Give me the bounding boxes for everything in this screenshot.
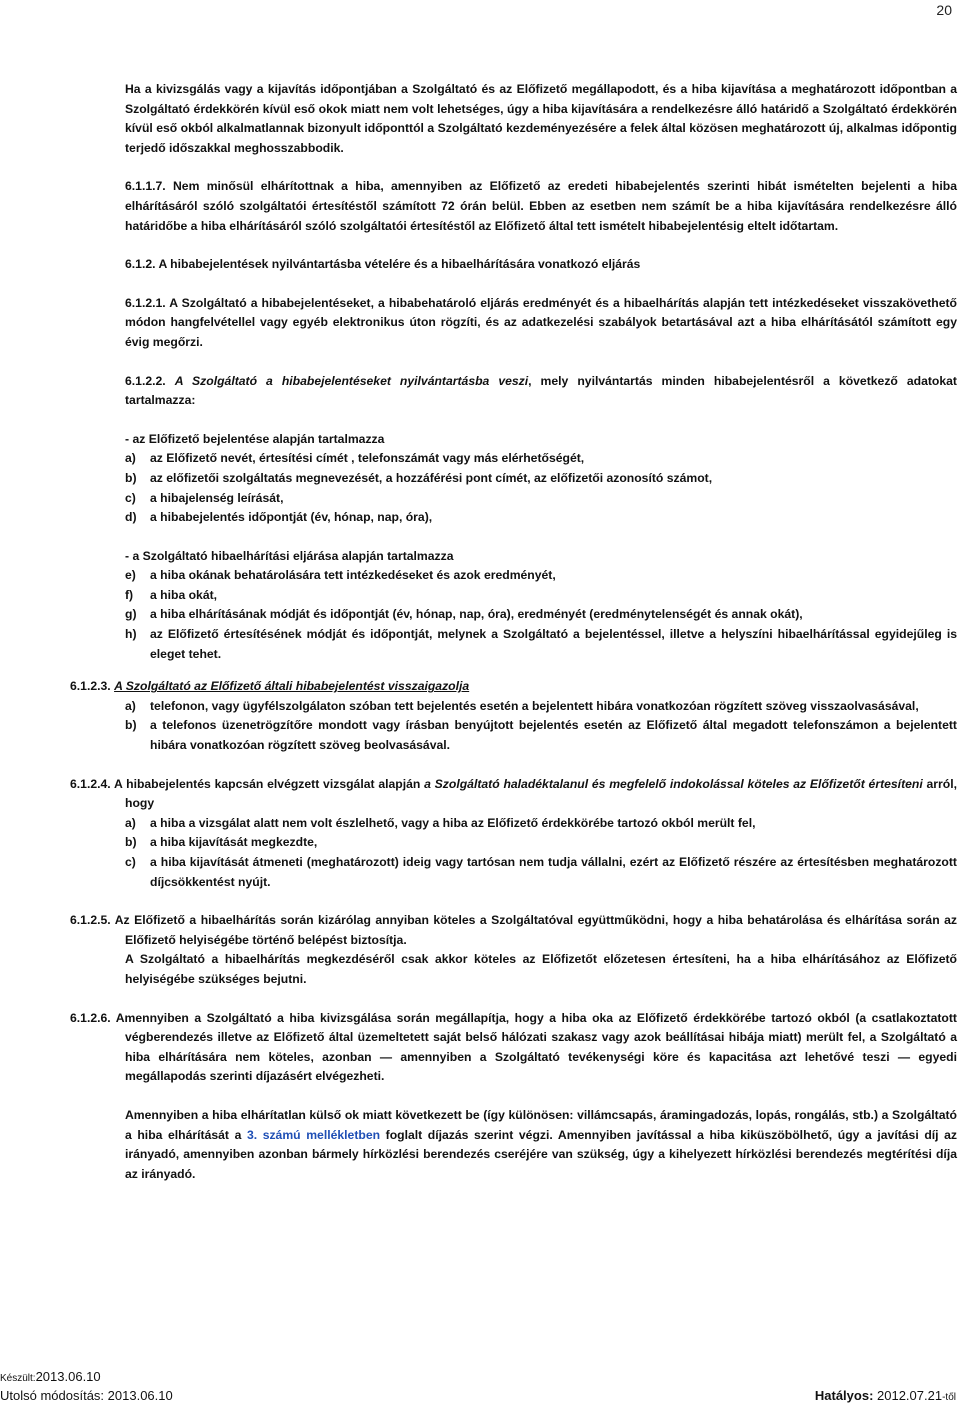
list-item-text: a telefonos üzenetrögzítőre mondott vagy írásban benyújtott bejelentés esetén az Előfizető által megadott telefonszámon a bejelentett hibára vonatkozóan rögzített szöveg beolvasásával. — [150, 718, 957, 753]
section-emphasis: A Szolgáltató az Előfizető általi hibabejelentést visszaigazolja — [114, 679, 470, 694]
section-emphasis: A Szolgáltató a hibabejelentéseket nyilvántartásba veszi — [174, 373, 529, 388]
list-item-text: az Előfizető értesítésének módját és időpontját, melynek a Szolgáltató a bejelentéssel, illetve a helyszíni hibaelhárítással egyidejűleg is eleget tehet. — [150, 627, 957, 661]
list-item-text: a hiba a vizsgálat alatt nem volt észlelhető, vagy a hiba az Előfizető érdekkörébe tartozó okból merült fel, — [150, 815, 756, 830]
list-item — [125, 625, 957, 664]
list-item-text: a hiba elhárításának módját és időpontját (év, hónap, nap, óra), eredményét (eredménytelenségét és annak okát), — [150, 607, 803, 622]
list-marker: g) — [125, 607, 137, 622]
closing-paragraph — [125, 1106, 957, 1184]
closing-text: Amennyiben a hiba elhárítatlan külső ok miatt következett be (így különösen: villámcsapás, áramingadozás, lopás, rongálás, stb.) a Szolgáltató a hiba elhárítását a — [125, 1107, 957, 1142]
section-number: 6.1.2.5. — [70, 913, 111, 928]
list-marker: b) — [125, 718, 137, 733]
section-6126 — [70, 1009, 957, 1087]
footer-effective — [815, 1388, 956, 1403]
effective-date: 2012.07.21 — [877, 1388, 943, 1403]
list-item-text: a hiba okát, — [150, 587, 218, 602]
annex-link[interactable]: 3. számú mellékletben — [246, 1127, 381, 1142]
section-number: 6.1.2.4. — [70, 776, 111, 791]
footer-modified — [0, 1388, 173, 1403]
list-group-2 — [125, 566, 957, 664]
list-item — [125, 469, 957, 489]
intro-paragraph: Ha a kivizsgálás vagy a kijavítás időpontjában a Szolgáltató és az Előfizető megállapodott, és a hiba kijavítása a meghatározott időpontban a Szolgáltató érdekkörén kívül eső okok miatt nem volt lehetséges, úgy a hiba kijavítására a rendelkezésre álló határidő a Szolgáltató érdekkörén kívül eső okból alkalmatlannak bizonyult időponttól a Szolgáltató kezdeményezésére a felek által közösen meghatározott új, alkalmas időpontig terjedő időszakkal meghosszabbodik. — [125, 82, 957, 155]
section-6125 — [70, 911, 957, 950]
list-marker: a) — [125, 451, 136, 466]
section-number: 6.1.2.2. — [125, 373, 166, 388]
list-item — [125, 489, 957, 509]
list-marker: b) — [125, 835, 137, 850]
section-6124-list — [125, 814, 957, 892]
section-6122 — [125, 372, 957, 411]
list-group-1 — [125, 449, 957, 527]
list-item — [125, 697, 957, 717]
section-text: , mely nyilvántartás minden hibabejelentésről a következő adatokat tartalmazza: — [125, 373, 957, 408]
section-6125-continued: A Szolgáltató a hibaelhárítás megkezdéséről csak akkor köteles az Előfizetőt előzetesen értesíteni, ha a hiba elhárításához az Előfizető helyiségébe szükséges bejutni. — [125, 952, 957, 986]
list-item-text: az előfizetői szolgáltatás megnevezését, a hozzáférési pont címét, az előfizetői azonosító számot, — [150, 470, 713, 485]
section-text: Az Előfizető a hibaelhárítás során kizárólag annyiban köteles a Szolgáltatóval együttműködni, hogy a hiba behatárolása és elhárítása során az Előfizető helyiségébe történő belépést biztosítja. — [114, 913, 958, 947]
list-group-title: - az Előfizető bejelentése alapján tartalmazza — [125, 431, 385, 446]
footer-created — [0, 1369, 101, 1384]
section-6124 — [70, 775, 957, 814]
section-6121 — [125, 294, 957, 353]
list-item — [125, 605, 957, 625]
list-marker: h) — [125, 627, 137, 642]
page-number: 20 — [936, 2, 952, 18]
list-item — [125, 586, 957, 606]
section-number: 6.1.2.1. — [125, 295, 166, 310]
list-group-title: - a Szolgáltató hibaelhárítási eljárása alapján tartalmazza — [125, 548, 454, 563]
document-body — [70, 80, 958, 1184]
list-item-text: a hiba kijavítását átmeneti (meghatározott) ideig vagy tartósan nem tudja vállalni, ezért az Előfizető részére az értesítésben meghatározott díjcsökkentést nyújt. — [150, 855, 957, 889]
list-marker: e) — [125, 568, 136, 583]
list-item — [125, 566, 957, 586]
list-item-text: a hiba kijavítását megkezdte, — [150, 835, 318, 850]
closing-text: foglalt díjazás szerint végzi. Amennyiben javítással a hiba kiküszöbölhető, úgy a javítási díj az irányadó, amennyiben azonban bármely hírközlési berendezés cseréjére van szükség, úgy a kihelyezett hírközlési berendezés megtérítési díja az irányadó. — [125, 1127, 957, 1181]
list-item-text: a hibajelenség leírását, — [150, 490, 284, 505]
list-marker: b) — [125, 470, 137, 485]
section-text: Nem minősül elhárítottnak a hiba, amennyiben az Előfizető az eredeti hibabejelentés szerinti hibát ismételten bejelenti a hiba elhárításáról szóló szolgáltatói értesítéstől számított 72 órán belül. Ebben az esetben nem számít be a hiba kijavítására rendelkezésre álló határidőbe a hiba elhárításáról szóló szolgáltatói értesítéstől az Előfizető által tett ismételt hibabejelentésig eltelt időtartam. — [125, 179, 957, 233]
effective-suffix: -től — [942, 1392, 956, 1403]
list-marker: c) — [125, 855, 136, 869]
list-item — [125, 716, 957, 755]
section-number: 6.1.2.3. — [70, 679, 111, 694]
section-number: 6.1.1.7. — [125, 179, 166, 194]
effective-label: Hatályos: — [814, 1388, 878, 1403]
section-6123 — [70, 677, 957, 697]
list-item — [125, 853, 957, 892]
created-label: Készült: — [0, 1373, 36, 1384]
section-6117 — [125, 177, 957, 236]
section-text: A hibabejelentés kapcsán elvégzett vizsgálat alapján — [114, 776, 425, 791]
list-item — [125, 508, 957, 528]
list-marker: a) — [125, 698, 136, 713]
list-marker: d) — [125, 510, 137, 525]
list-marker: f) — [125, 587, 134, 602]
list-marker: c) — [125, 490, 136, 505]
section-6123-list — [125, 697, 957, 756]
list-item-text: a hiba okának behatárolására tett intézkedéseket és azok eredményét, — [150, 568, 556, 583]
section-text: Amennyiben a Szolgáltató a hiba kivizsgálása során megállapítja, hogy a hiba oka az Előfizető érdekkörébe tartozó okból (a csatlakoztatott végberendezés illetve az Előfizető által üzemeltetett saját belső hálózati szakasz vagy azok beállításai hibája miatt) merült fel, a Szolgáltató a hiba elhárítására nem köteles, azonban — amennyiben a Szolgáltató tevékenységi köre és kapacitása azt lehetővé teszi — egyedi megállapodás szerinti díjazásért elvégezheti. — [115, 1010, 957, 1084]
created-date: 2013.06.10 — [35, 1369, 101, 1384]
modified-label: Utolsó módosítás: — [0, 1388, 108, 1403]
modified-date: 2013.06.10 — [107, 1388, 173, 1403]
section-title: A hibabejelentések nyilvántartásba vételére és a hibaelhárítására vonatkozó eljárás — [158, 257, 641, 272]
list-item-text: az Előfizető nevét, értesítési címét , telefonszámát vagy más elérhetőségét, — [150, 451, 585, 466]
section-number: 6.1.2. — [125, 257, 156, 272]
section-612-heading — [125, 255, 957, 275]
section-emphasis: a Szolgáltató haladéktalanul és megfelelő indokolással köteles az Előfizetőt értesíteni — [424, 776, 923, 791]
list-item-text: telefonon, vagy ügyfélszolgálaton szóban tett bejelentés esetén a bejelentett hibára vonatkozóan rögzített szöveg visszaolvasásával, — [150, 698, 919, 713]
list-item-text: a hibabejelentés időpontját (év, hónap, nap, óra), — [150, 510, 433, 525]
list-item — [125, 449, 957, 469]
list-item — [125, 814, 957, 834]
list-marker: a) — [125, 815, 136, 830]
section-number: 6.1.2.6. — [70, 1010, 111, 1025]
list-item — [125, 833, 957, 853]
section-text: A Szolgáltató a hibabejelentéseket, a hibabehatároló eljárás eredményét és a hibaelhárítás alapján tett intézkedéseket visszakövethető módon hangfelvétellel vagy egyéb elektronikus úton rögzíti, és az adatkezelési szabályok betartásával azt a hiba elhárításától számított egy évig megőrzi. — [125, 295, 957, 349]
section-text: arról, hogy — [125, 776, 958, 811]
